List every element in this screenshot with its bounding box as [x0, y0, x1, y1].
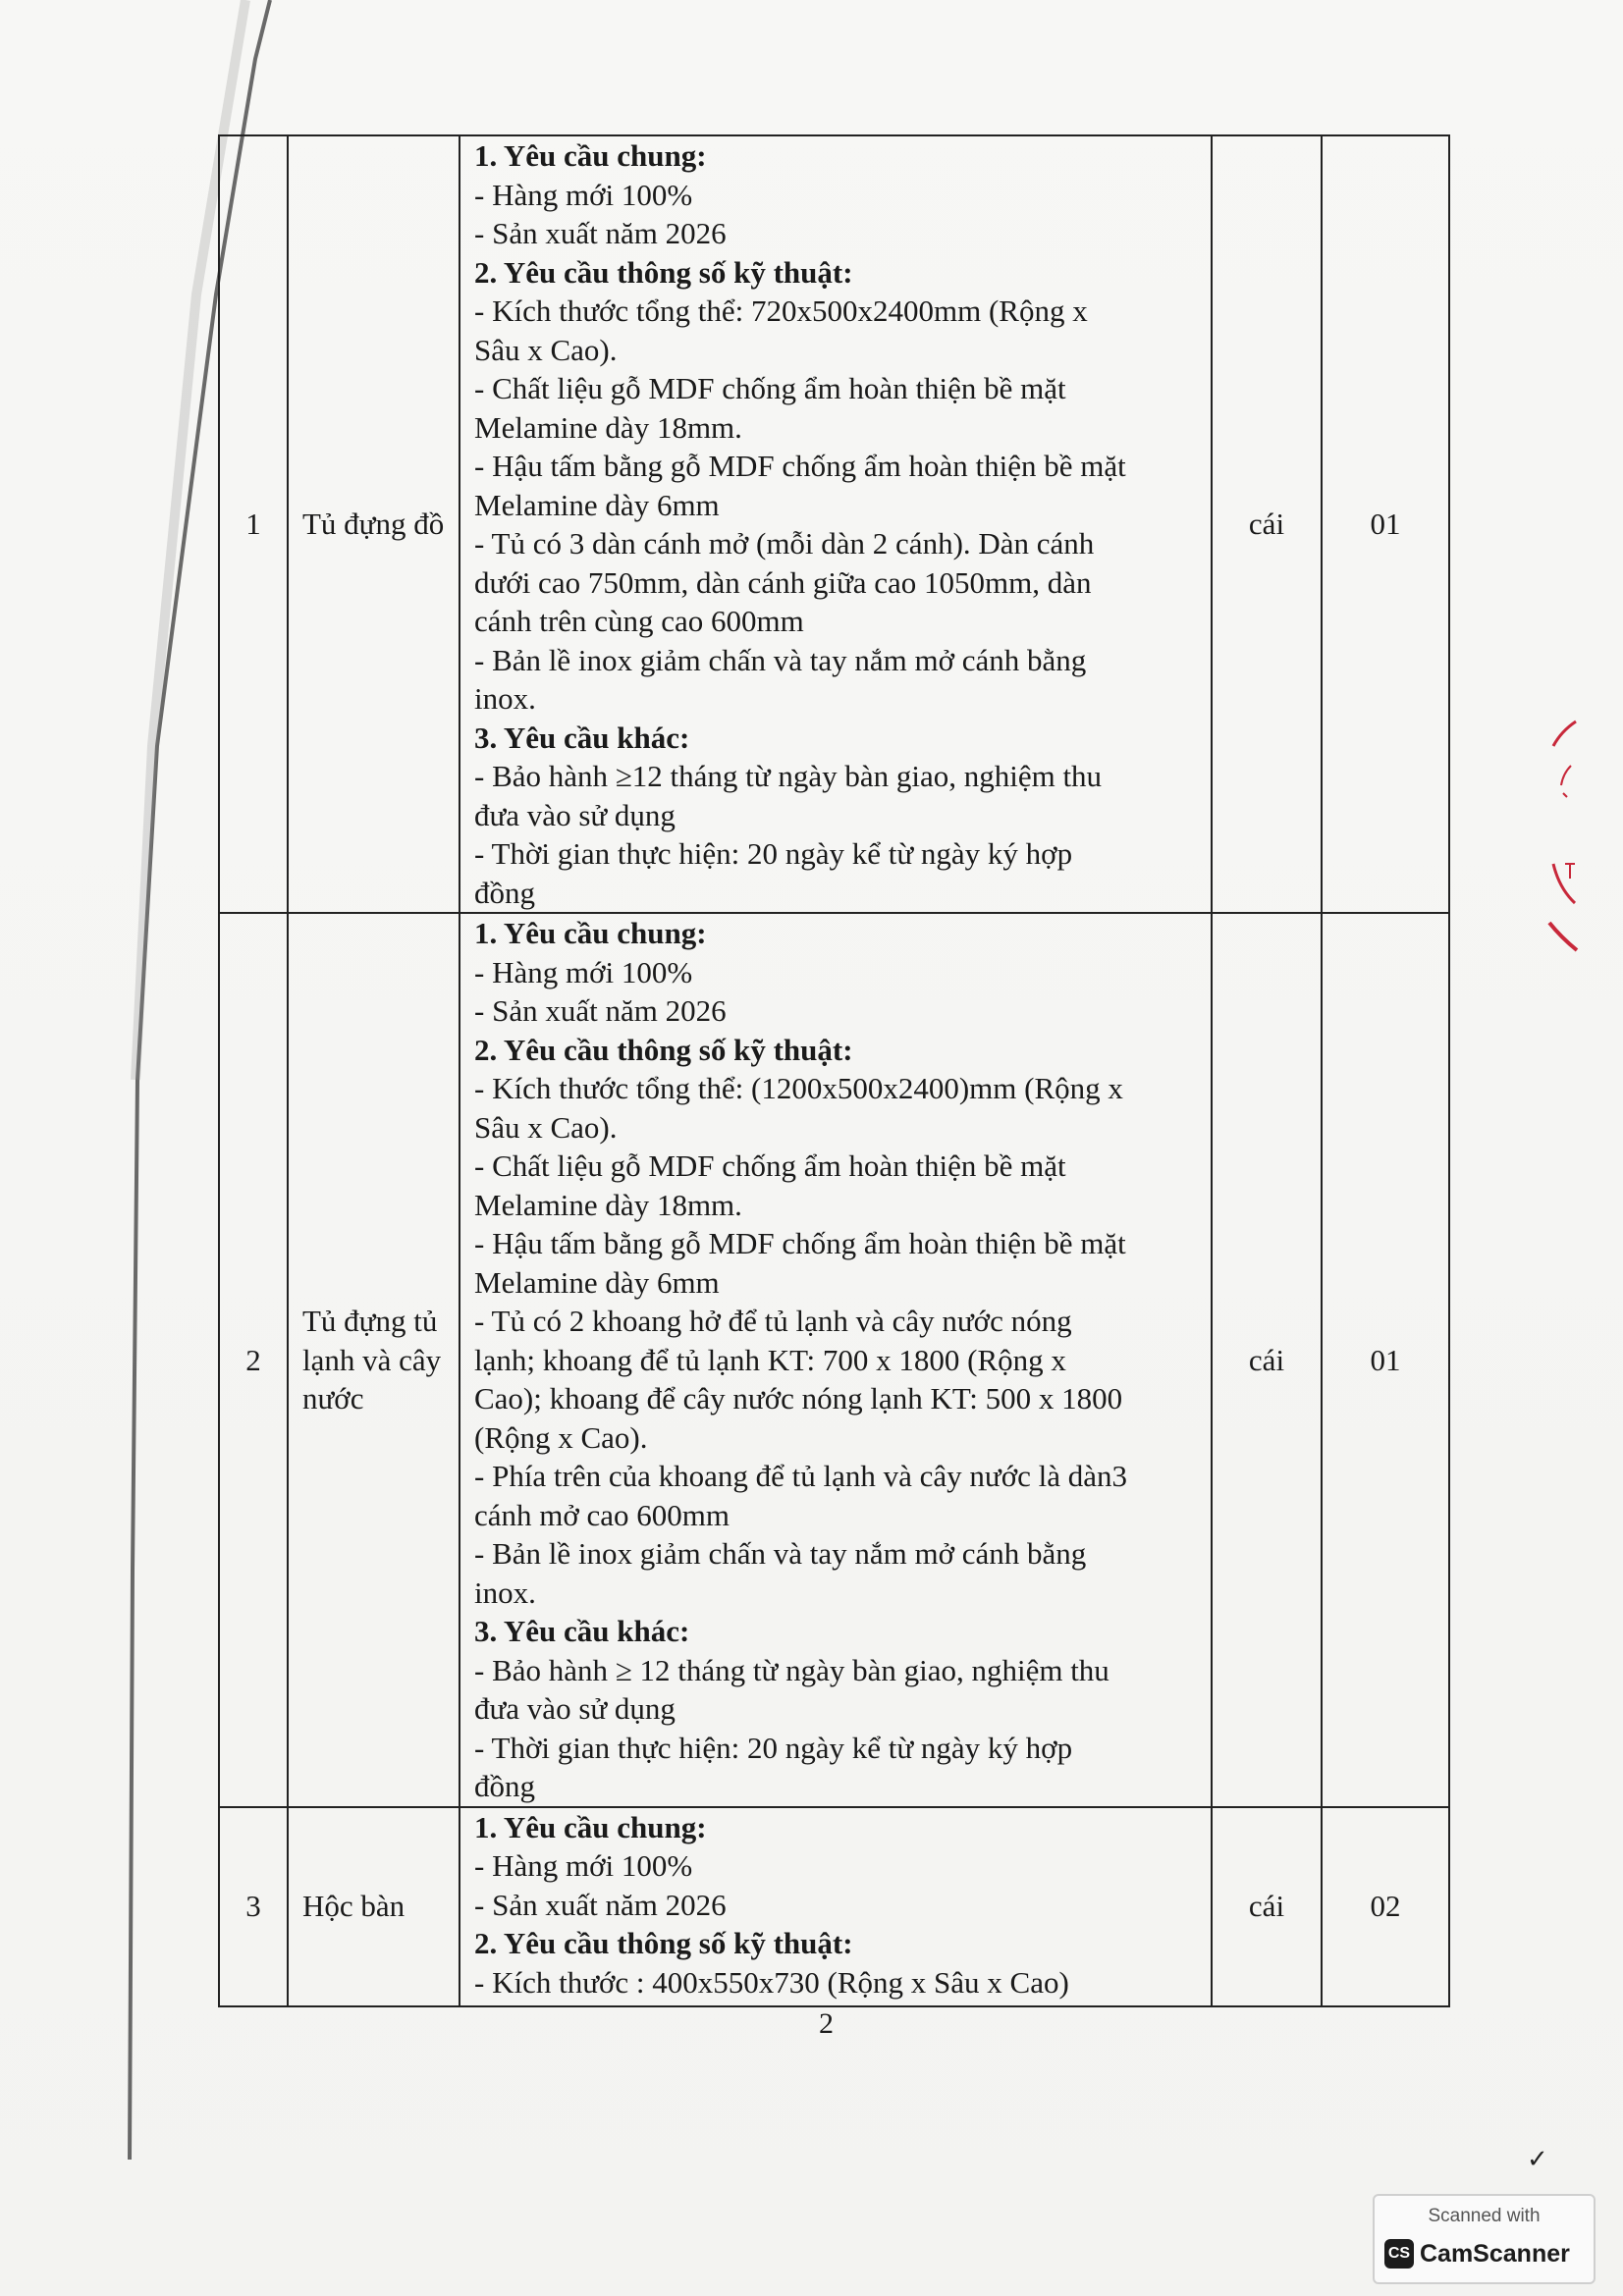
requirement-line: - Bản lề inox giảm chấn và tay nắm mở cánh bằng	[474, 642, 1087, 677]
requirement-line: - Hậu tấm bằng gỗ MDF chống ẩm hoàn thiện bề mặt	[474, 449, 1126, 483]
requirement-heading: 1. Yêu cầu chung:	[474, 1809, 707, 1844]
requirement-line: - Bản lề inox giảm chấn và tay nắm mở cánh bằng	[474, 1536, 1087, 1571]
quantity-cell: 02	[1322, 1807, 1449, 2006]
red-stamp-fragment	[1542, 707, 1581, 962]
item-name: Hộc bàn	[288, 1807, 460, 2006]
unit-cell: cái	[1212, 1807, 1322, 2006]
requirements-cell	[460, 1807, 1212, 2006]
requirement-line: Cao); khoang để cây nước nóng lạnh KT: 500 x 1800	[474, 1381, 1123, 1415]
unit-cell: cái	[1212, 135, 1322, 913]
requirement-line: - Kích thước : 400x550x730 (Rộng x Sâu x Cao)	[474, 1964, 1069, 2000]
requirement-line: đưa vào sử dụng	[474, 1691, 676, 1726]
requirement-line: Melamine dày 6mm	[474, 1264, 720, 1300]
requirement-line: inox.	[474, 681, 536, 716]
requirement-line: lạnh; khoang để tủ lạnh KT: 700 x 1800 (Rộng x	[474, 1342, 1066, 1377]
quantity-cell: 01	[1322, 135, 1449, 913]
specification-table	[218, 134, 1450, 2007]
requirement-line: - Kích thước tổng thể: 720x500x2400mm (Rộng x	[474, 294, 1088, 328]
row-number: 1	[219, 135, 288, 913]
requirement-line: (Rộng x Cao).	[474, 1419, 648, 1455]
requirement-line: Melamine dày 6mm	[474, 487, 720, 522]
requirement-line: Sâu x Cao).	[474, 1109, 618, 1145]
requirements-cell	[460, 135, 1212, 913]
table-row	[219, 913, 1449, 1807]
requirement-line: inox.	[474, 1575, 536, 1610]
requirement-line: - Thời gian thực hiện: 20 ngày kể từ ngày ký hợp	[474, 836, 1073, 871]
requirement-heading: 2. Yêu cầu thông số kỹ thuật:	[474, 1926, 853, 1960]
quantity-cell: 01	[1322, 913, 1449, 1807]
requirement-heading: 3. Yêu cầu khác:	[474, 1614, 690, 1648]
requirement-line: - Kích thước tổng thể: (1200x500x2400)mm (Rộng x	[474, 1071, 1123, 1105]
requirement-line: - Chất liệu gỗ MDF chống ẩm hoàn thiện bề mặt	[474, 371, 1066, 405]
requirement-line: - Tủ có 3 dàn cánh mở (mỗi dàn 2 cánh). Dàn cánh	[474, 526, 1095, 561]
requirement-line: - Hàng mới 100%	[474, 954, 693, 989]
requirement-line: cánh trên cùng cao 600mm	[474, 604, 804, 638]
requirement-line: - Tủ có 2 khoang hở để tủ lạnh và cây nước nóng	[474, 1304, 1072, 1338]
page-number: 2	[819, 2007, 834, 2040]
item-name: Tủ đựng đồ	[288, 135, 460, 913]
requirement-line: - Hậu tấm bằng gỗ MDF chống ẩm hoàn thiện bề mặt	[474, 1226, 1126, 1260]
requirement-line: đồng	[474, 875, 535, 910]
requirement-line: - Bảo hành ≥ 12 tháng từ ngày bàn giao, nghiệm thu	[474, 1652, 1109, 1687]
requirement-heading: 2. Yêu cầu thông số kỹ thuật:	[474, 254, 853, 290]
requirement-line: - Phía trên của khoang để tủ lạnh và cây nước là dàn3	[474, 1459, 1128, 1493]
requirement-heading: 2. Yêu cầu thông số kỹ thuật:	[474, 1032, 853, 1067]
requirement-line: - Sản xuất năm 2026	[474, 993, 727, 1028]
table-row	[219, 1807, 1449, 2006]
requirement-line: - Hàng mới 100%	[474, 177, 693, 212]
requirement-line: cánh mở cao 600mm	[474, 1497, 730, 1532]
table-row	[219, 135, 1449, 913]
requirement-line: - Thời gian thực hiện: 20 ngày kể từ ngày ký hợp	[474, 1730, 1073, 1765]
unit-cell: cái	[1212, 913, 1322, 1807]
requirements-cell	[460, 913, 1212, 1807]
requirement-line: - Hàng mới 100%	[474, 1848, 693, 1883]
item-name: Tủ đựng tủ lạnh và cây nước	[288, 913, 460, 1807]
watermark-brand	[1384, 2239, 1570, 2269]
row-number: 3	[219, 1807, 288, 2006]
row-number: 2	[219, 913, 288, 1807]
requirement-line: - Bảo hành ≥12 tháng từ ngày bàn giao, nghiệm thu	[474, 759, 1103, 793]
watermark-brand-name: CamScanner	[1420, 2239, 1570, 2268]
requirement-line: Sâu x Cao).	[474, 332, 618, 367]
watermark-caption: Scanned with	[1428, 2206, 1541, 2226]
requirement-line: Melamine dày 18mm.	[474, 1187, 742, 1222]
requirement-line: Melamine dày 18mm.	[474, 409, 742, 445]
requirement-line: đưa vào sử dụng	[474, 797, 676, 832]
requirement-line: - Sản xuất năm 2026	[474, 1887, 727, 1922]
camscanner-watermark	[1373, 2194, 1596, 2284]
requirement-heading: 1. Yêu cầu chung:	[474, 916, 707, 950]
requirement-line: dưới cao 750mm, dàn cánh giữa cao 1050mm, dàn	[474, 564, 1092, 600]
requirement-line: đồng	[474, 1769, 535, 1803]
requirement-heading: 1. Yêu cầu chung:	[474, 138, 707, 173]
camscanner-logo-icon: CS	[1384, 2239, 1414, 2269]
requirement-line: - Sản xuất năm 2026	[474, 216, 727, 250]
pen-tick-mark: ✓	[1527, 2145, 1548, 2173]
requirement-line: - Chất liệu gỗ MDF chống ẩm hoàn thiện bề mặt	[474, 1148, 1066, 1183]
requirement-heading: 3. Yêu cầu khác:	[474, 720, 690, 755]
